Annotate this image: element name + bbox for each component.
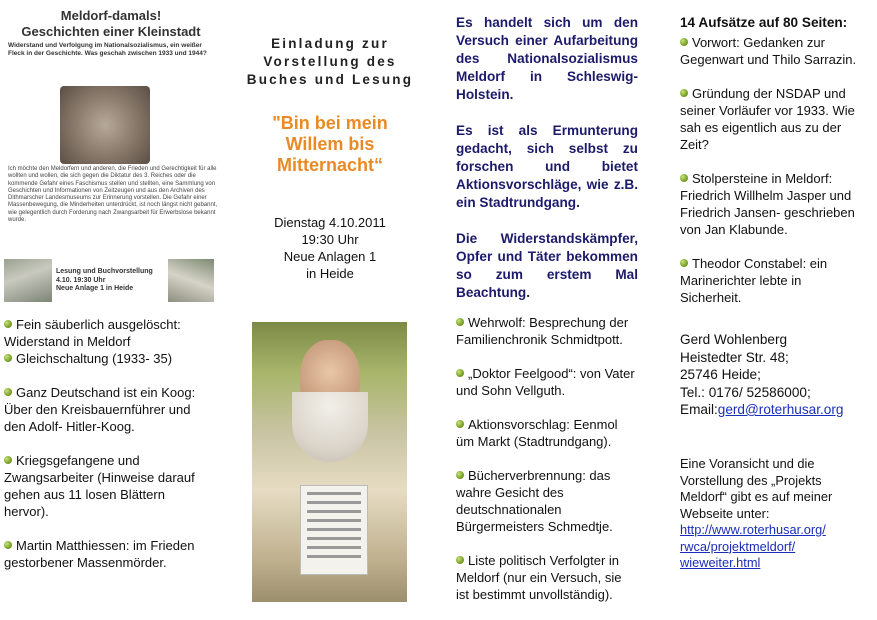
column1-list <box>4 316 204 588</box>
bullet-icon <box>4 388 12 396</box>
cover-title <box>0 8 222 40</box>
contact-city: 25746 Heide; <box>680 367 761 382</box>
cover-lesung-line3: Neue Anlage 1 in Heide <box>56 285 134 292</box>
list-item: Theodor Constabel: ein Marinerichter lebte in Sicherheit. <box>680 256 828 305</box>
held-book <box>300 485 368 575</box>
email-link[interactable]: gerd@roterhusar.org <box>717 402 844 417</box>
quote-line1: "Bin bei mein <box>272 113 388 133</box>
event-address: Neue Anlagen 1 <box>283 249 377 264</box>
email-label: Email: <box>680 402 718 417</box>
contact-name: Gerd Wohlenberg <box>680 332 788 347</box>
event-details <box>232 214 428 282</box>
bullet-icon <box>456 318 464 326</box>
invitation-line1: Einladung zur <box>271 36 389 51</box>
cover-text: Ich möchte den Meldorfern und anderen, die Frieden und Gerechtigkeit für alle wollten und wollen, die sich gegen die Diktatur des 3. Reiches oder die kommende Gefahr eines Faschismus stellen und stellten, eine Sammlung von Geschichten und Informationen von Zeitzeugen und aus den Archiven des Dithmarscher Landesmuseums zur Erinnerung vorstellen. Die Gefahr einer Massenbewegung, die Minderheiten unterdrückt, ist noch längst nicht gebannt, wie gelegentlich durch Forderung nach Zwangsarbeit für Erwerbslose bekannt wurde. <box>8 166 218 224</box>
cover-title-line1: Meldorf-damals! <box>60 8 162 23</box>
intro-paragraph: Es ist als Ermunterung gedacht, sich selbst zu forschen und bietet Aktionsvorschläge, wie z.B. ein Stadtrundgang. <box>456 123 638 210</box>
list-item: Ganz Deutschand ist ein Koog: Über den Kreisbauernführer und den Adolf- Hitler-Koog. <box>4 385 196 434</box>
invitation-line3: Buches und Lesung <box>246 72 414 87</box>
essays-heading: 14 Aufsätze auf 80 Seiten: <box>680 15 848 30</box>
bullet-icon <box>456 420 464 428</box>
bullet-icon <box>680 89 688 97</box>
book-title-quote <box>232 113 428 176</box>
bullet-icon <box>456 471 464 479</box>
list-item: Martin Matthiessen: im Frieden gestorbener Massenmörder. <box>4 538 195 570</box>
quote-line2: Willem bis <box>285 134 375 154</box>
intro-paragraph: Die Widerstandskämpfer, Opfer und Täter bekommen so zum erstem Mal Beachtung. <box>456 231 638 300</box>
list-item: Liste politisch Verfolgter in Meldorf (nur ein Versuch, sie ist bestimmt unvollständig). <box>456 553 622 602</box>
website-url-line2: rwca/projektmeldorf/ <box>680 538 796 554</box>
contact-tel: Tel.: 0176/ 52586000; <box>680 384 811 400</box>
cover-lesung-line2: 4.10. 19:30 Uhr <box>56 276 106 284</box>
website-block <box>680 456 870 572</box>
bullet-icon <box>4 456 12 464</box>
bullet-icon <box>680 38 688 46</box>
bullet-icon <box>680 259 688 267</box>
contact-street: Heistedter Str. 48; <box>680 349 789 365</box>
invitation-line2: Vorstellung des <box>263 54 397 69</box>
list-item: Aktionsvorschlag: Eenmol üm Markt (Stadtrundgang). <box>456 417 618 449</box>
event-time: 19:30 Uhr <box>301 232 359 247</box>
quote-line3: Mitternacht“ <box>276 155 383 175</box>
contact-block <box>680 331 870 419</box>
column4-list <box>680 34 866 323</box>
list-item: Stolpersteine in Meldorf: Friedrich Willhelm Jasper und Friedrich Jansen- geschrieben von Jan Klabunde. <box>680 171 855 237</box>
cover-lesung-info <box>56 268 168 294</box>
event-city: in Heide <box>306 266 354 281</box>
column3-intro <box>456 14 638 320</box>
cover-thumbnail-left <box>4 259 52 302</box>
list-item: Fein säuberlich ausgelöscht: Widerstand in Meldorf Gleichschaltung (1933- 35) <box>4 317 181 366</box>
author-photo <box>252 322 407 602</box>
book-cover <box>0 0 222 305</box>
list-item: Bücherverbrennung: das wahre Gesicht des deutschnationalen Bürgermeisters Schmedtje. <box>456 468 613 534</box>
website-url-line3: wieweiter.html <box>680 555 761 570</box>
invitation-heading <box>232 35 428 89</box>
list-item: „Doktor Feelgood“: von Vater und Sohn Vellguth. <box>456 366 635 398</box>
bullet-icon <box>4 541 12 549</box>
contact-email-row <box>680 401 870 419</box>
cover-title-line2: Geschichten einer Kleinstadt <box>21 24 201 39</box>
list-item: Kriegsgefangene und Zwangsarbeiter (Hinweise darauf gehen aus 11 losen Blättern hervor). <box>4 453 195 519</box>
list-item: Gründung der NSDAP und seiner Vorläufer vor 1933. Wie sah es eigentlich aus zu der Zeit? <box>680 86 855 152</box>
event-date: Dienstag 4.10.2011 <box>274 215 386 230</box>
cover-subtitle: Widerstand und Verfolgung im Nationalsozialismus, ein weißer Fleck in der Geschichte. Was geschah zwischen 1933 und 1944? <box>8 42 207 57</box>
bullet-icon <box>4 354 12 362</box>
list-item: Wehrwolf: Besprechung der Familienchronik Schmidtpott. <box>456 315 629 347</box>
intro-paragraph: Es handelt sich um den Versuch einer Aufarbeitung des Nationalsozialismus Meldorf in Schleswig- Holstein. <box>456 15 638 102</box>
cover-stone-image <box>60 86 150 164</box>
bullet-icon <box>680 174 688 182</box>
column3-list <box>456 314 638 620</box>
author-beard <box>292 392 368 462</box>
bullet-icon <box>456 556 464 564</box>
bullet-icon <box>4 320 12 328</box>
bullet-icon <box>456 369 464 377</box>
website-text: Eine Voransicht und die Vorstellung des „Projekts Meldorf“ gibt es auf meiner Webseite unter: <box>680 456 833 521</box>
website-url-line1: http://www.roterhusar.org/ <box>680 522 826 537</box>
cover-lesung-line1: Lesung und Buchvorstellung <box>56 268 153 275</box>
list-item: Vorwort: Gedanken zur Gegenwart und Thilo Sarrazin. <box>680 35 857 67</box>
website-link[interactable] <box>680 522 870 572</box>
cover-thumbnail-right <box>168 259 214 302</box>
